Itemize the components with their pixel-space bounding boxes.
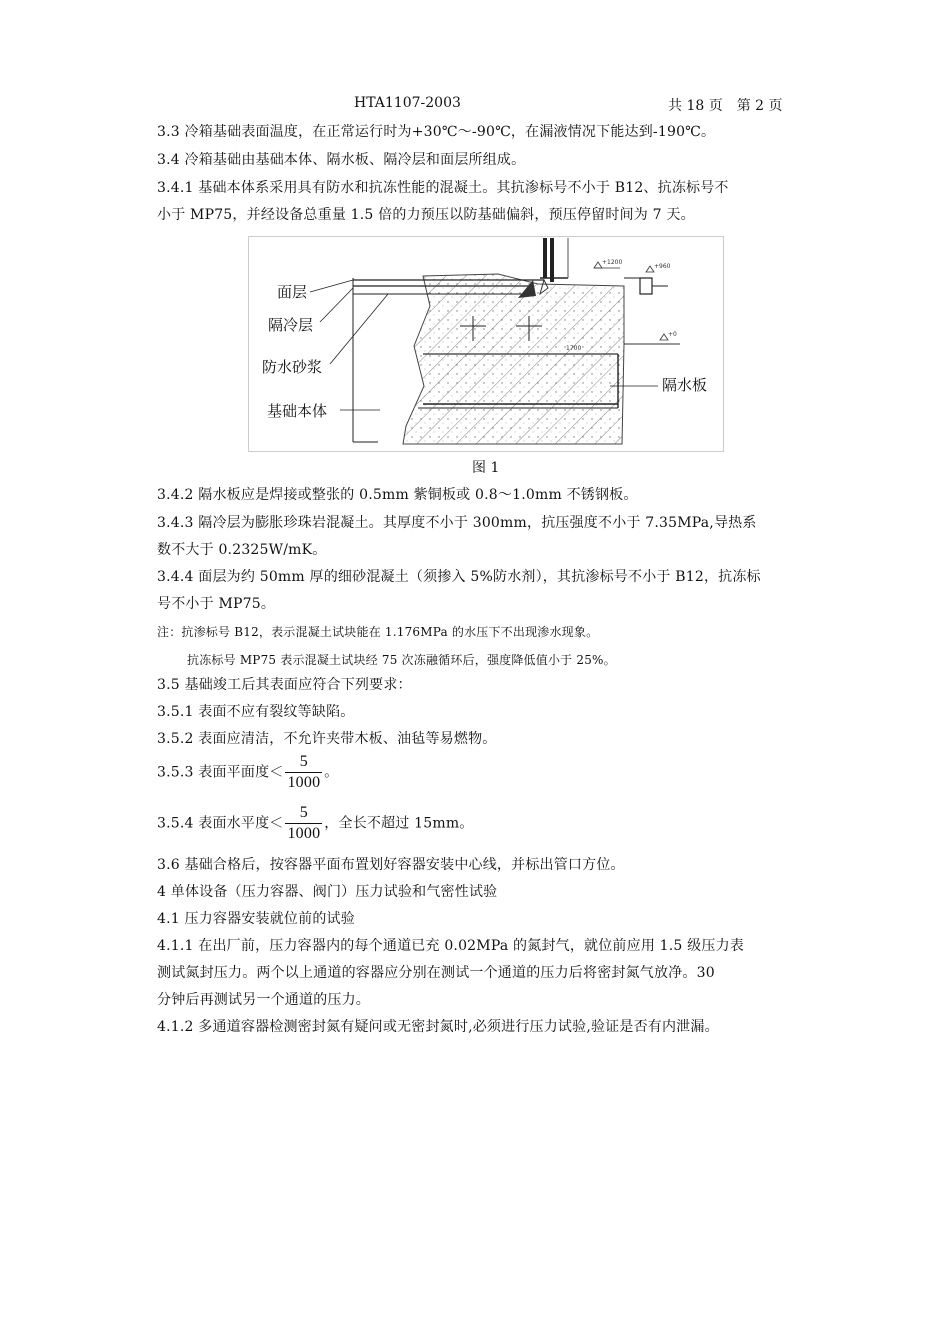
label-cold-insulation: 隔冷层: [268, 316, 314, 334]
doc-code: HTA1107-2003: [354, 95, 461, 111]
para-4-1: 4.1 压力容器安装就位前的试验: [157, 911, 355, 927]
figure-caption: 图 1: [472, 460, 500, 476]
fraction-numerator: 5: [299, 804, 308, 821]
para-3-6: 3.6 基础合格后，按容器平面布置划好容器安装中心线，并标出管口方位。: [157, 857, 625, 873]
figure-1: [248, 236, 724, 452]
elev-mid-label: +0: [668, 331, 677, 338]
fraction-levelness: [285, 803, 322, 844]
levelness-text: 3.5.4 表面水平度＜: [157, 815, 284, 832]
fraction-denominator: 1000: [287, 774, 321, 791]
label-foundation-body: 基础本体: [267, 402, 328, 420]
label-water-barrier: 隔水板: [662, 376, 708, 394]
note-1: 注：抗渗标号 B12，表示混凝土试块能在 1.176MPa 的水压下不出现渗水现象。: [157, 625, 599, 639]
para-3-4-4-a: 3.4.4 面层为约 50mm 厚的细砂混凝土（须掺入 5%防水剂），其抗渗标号不小于 B12，抗冻标: [157, 569, 761, 585]
width-dim-label: 1700: [566, 345, 582, 352]
page-info: 共 18 页 第 2 页: [668, 98, 783, 114]
flatness-end: 。: [324, 764, 339, 781]
para-3-5-4: [157, 803, 474, 844]
note-2: 抗冻标号 MP75 表示混凝土试块经 75 次冻融循环后，强度降低值小于 25%。: [187, 653, 616, 667]
para-4-1-1-a: 4.1.1 在出厂前，压力容器内的每个通道已充 0.02MPa 的氮封气，就位前应用 1.5 级压力表: [157, 938, 744, 954]
fraction-flatness: [285, 752, 322, 793]
para-4-1-1-c: 分钟后再测试另一个通道的压力。: [157, 992, 370, 1008]
para-3-5-3: [157, 752, 339, 793]
para-3-5: 3.5 基础竣工后其表面应符合下列要求：: [157, 677, 412, 693]
para-3-4-1-a: 3.4.1 基础本体系采用具有防水和抗冻性能的混凝土。其抗渗标号不小于 B12、抗冻标号不: [157, 180, 729, 196]
para-3-5-1: 3.5.1 表面不应有裂纹等缺陷。: [157, 704, 355, 720]
para-4-1-2: 4.1.2 多通道容器检测密封氮有疑问或无密封氮时,必须进行压力试验,验证是否有内泄漏。: [157, 1019, 719, 1035]
flatness-text: 3.5.3 表面平面度＜: [157, 764, 284, 781]
para-4-1-1-b: 测试氮封压力。两个以上通道的容器应分别在测试一个通道的压力后将密封氮气放净。30: [157, 965, 715, 981]
levelness-end: ，全长不超过 15mm。: [324, 815, 474, 832]
label-surface-layer: 面层: [277, 283, 308, 301]
para-3-4: 3.4 冷箱基础由基础本体、隔水板、隔冷层和面层所组成。: [157, 152, 526, 168]
para-3-3: 3.3 冷箱基础表面温度，在正常运行时为+30℃～-90℃，在漏液情况下能达到-190℃。: [157, 124, 716, 140]
label-waterproof-mortar: 防水砂浆: [262, 358, 323, 376]
elev-right-label: +960: [654, 263, 671, 270]
para-3-4-3-b: 数不大于 0.2325W/mK。: [157, 542, 327, 558]
fraction-denominator: 1000: [287, 825, 321, 842]
para-3-4-3-a: 3.4.3 隔冷层为膨胀珍珠岩混凝土。其厚度不小于 300mm，抗压强度不小于 7.35MPa,导热系: [157, 515, 757, 531]
para-3-5-2: 3.5.2 表面应清洁，不允许夹带木板、油毡等易燃物。: [157, 731, 497, 747]
elev-top-label: +1200: [602, 259, 623, 266]
section-4: 4 单体设备（压力容器、阀门）压力试验和气密性试验: [157, 884, 498, 900]
para-3-4-1-b: 小于 MP75，并经设备总重量 1.5 倍的力预压以防基础偏斜，预压停留时间为 7 天。: [157, 207, 695, 223]
para-3-4-4-b: 号不小于 MP75。: [157, 596, 276, 612]
fraction-numerator: 5: [299, 753, 308, 770]
para-3-4-2: 3.4.2 隔水板应是焊接或整张的 0.5mm 紫铜板或 0.8～1.0mm 不锈钢板。: [157, 487, 638, 503]
